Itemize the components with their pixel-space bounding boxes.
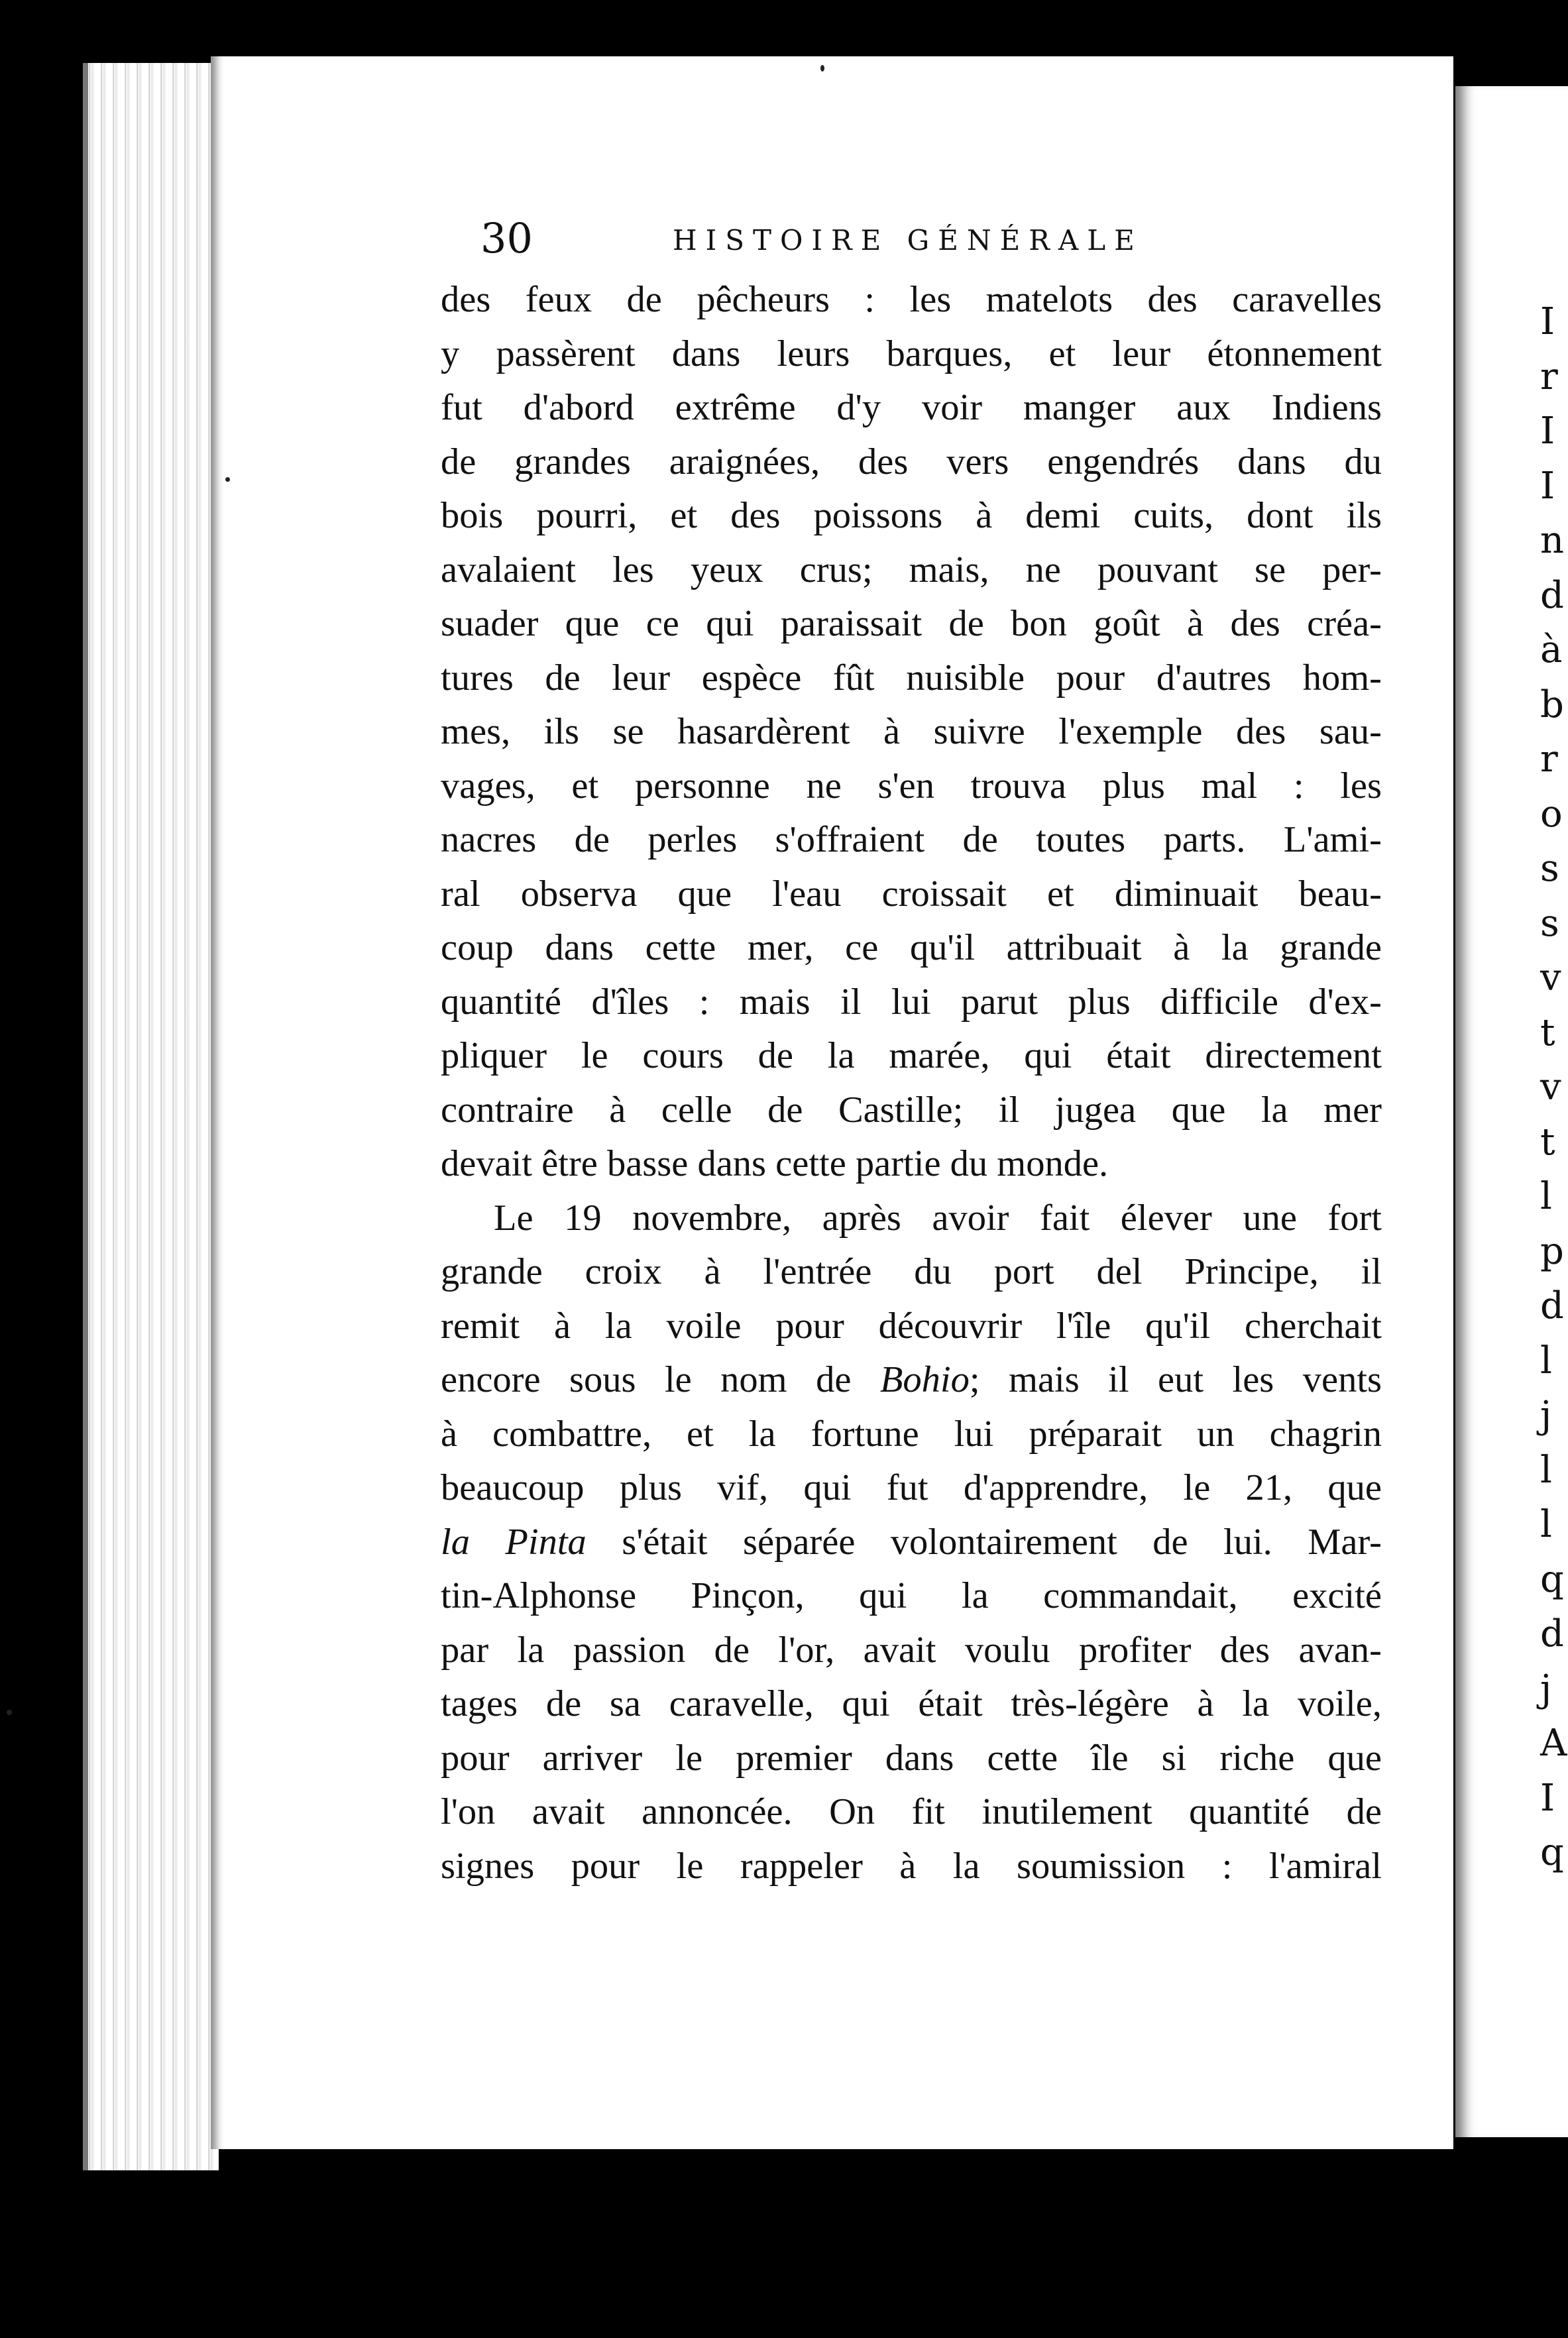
text-line: pour arriver le premier dans cette île si riche que bbox=[441, 1737, 1382, 1779]
facing-page-letter: v bbox=[1540, 1066, 1561, 1109]
text-line: par la passion de l'or, avait voulu profiter des avan- bbox=[441, 1629, 1382, 1671]
text-line: grande croix à l'entrée du port del Principe, il bbox=[441, 1251, 1382, 1292]
facing-page-letter: l bbox=[1540, 1175, 1552, 1218]
italic-ship-name: la Pinta bbox=[441, 1521, 587, 1563]
text-line: tin-Alphonse Pinçon, qui la commandait, excité bbox=[441, 1575, 1382, 1616]
text-line: avalaient les yeux crus; mais, ne pouvant se per- bbox=[441, 549, 1382, 590]
text-line: l'on avait annoncée. On fit inutilement quantité de bbox=[441, 1791, 1382, 1832]
text-line: quantité d'îles : mais il lui parut plus difficile d'ex- bbox=[441, 981, 1382, 1023]
paper-speck bbox=[7, 1710, 12, 1715]
text-line: contraire à celle de Castille; il jugea que la mer bbox=[441, 1089, 1382, 1131]
text-line: nacres de perles s'offraient de toutes parts. L'ami- bbox=[441, 819, 1382, 860]
text-line: bois pourri, et des poissons à demi cuits, dont ils bbox=[441, 495, 1382, 536]
facing-page-letter: d bbox=[1540, 1612, 1564, 1655]
text-line: coup dans cette mer, ce qu'il attribuait à la grande bbox=[441, 927, 1382, 968]
text-line: beaucoup plus vif, qui fut d'apprendre, le 21, que bbox=[441, 1467, 1382, 1508]
facing-page-letter: q bbox=[1540, 1831, 1564, 1874]
paper-speck bbox=[820, 65, 824, 72]
facing-page-letter: v bbox=[1540, 956, 1561, 999]
text-segment: encore sous le nom de bbox=[441, 1359, 852, 1400]
facing-page-letter: I bbox=[1540, 464, 1555, 508]
body-text bbox=[441, 273, 1382, 1893]
text-line bbox=[441, 1516, 1382, 1570]
text-line: des feux de pêcheurs : les matelots des caravelles bbox=[441, 279, 1382, 320]
facing-page-letter: l bbox=[1540, 1339, 1552, 1382]
facing-page-letter: l bbox=[1540, 1448, 1552, 1492]
facing-page-letters bbox=[1540, 295, 1567, 1881]
text-segment: ; mais il eut les vents bbox=[969, 1359, 1382, 1400]
facing-page-letter: j bbox=[1540, 1667, 1552, 1710]
paragraph bbox=[441, 1192, 1382, 1894]
facing-page-letter: q bbox=[1540, 1557, 1564, 1601]
facing-page-letter: n bbox=[1540, 519, 1565, 562]
facing-page-edge bbox=[1455, 86, 1568, 2137]
facing-page-letter: t bbox=[1540, 1011, 1555, 1054]
text-line: pliquer le cours de la marée, qui était directement bbox=[441, 1035, 1382, 1076]
text-line: remit à la voile pour découvrir l'île qu'il cherchait bbox=[441, 1305, 1382, 1347]
facing-page-letter: d bbox=[1540, 573, 1564, 617]
facing-page-letter: o bbox=[1540, 792, 1563, 836]
text-line: tages de sa caravelle, qui était très-légère à la voile, bbox=[441, 1683, 1382, 1724]
paragraph bbox=[441, 273, 1382, 1192]
facing-page-letter: j bbox=[1540, 1394, 1552, 1437]
page-number: 30 bbox=[480, 214, 533, 262]
facing-page-letter: s bbox=[1540, 847, 1559, 890]
text-line bbox=[441, 1353, 1382, 1408]
text-line: suader que ce qui paraissait de bon goût à des créa- bbox=[441, 603, 1382, 644]
facing-page-letter: l bbox=[1540, 1503, 1552, 1546]
facing-page-letter: à bbox=[1540, 628, 1563, 671]
facing-page-letter: I bbox=[1540, 1776, 1555, 1820]
facing-page-letter: p bbox=[1540, 1229, 1564, 1273]
facing-page-letter: s bbox=[1540, 901, 1559, 945]
text-segment: s'était séparée volontairement de lui. Mar- bbox=[622, 1521, 1382, 1563]
text-line: devait être basse dans cette partie du monde. bbox=[441, 1143, 1109, 1184]
facing-page-letter: b bbox=[1540, 683, 1564, 726]
page-header bbox=[480, 215, 1206, 262]
text-line: signes pour le rappeler à la soumission : l'amiral bbox=[441, 1845, 1382, 1887]
text-line: de grandes araignées, des vers engendrés dans du bbox=[441, 441, 1382, 482]
facing-page-letter: I bbox=[1540, 410, 1555, 453]
text-line: y passèrent dans leurs barques, et leur étonnement bbox=[441, 333, 1382, 374]
facing-page-letter: r bbox=[1540, 738, 1558, 781]
facing-page-letter: d bbox=[1540, 1284, 1564, 1327]
text-line: fut d'abord extrême d'y voir manger aux Indiens bbox=[441, 387, 1382, 428]
facing-page-letter: I bbox=[1540, 300, 1555, 343]
book-page-edges bbox=[83, 63, 219, 2170]
text-line: à combattre, et la fortune lui préparait un chagrin bbox=[441, 1413, 1382, 1455]
paper-speck bbox=[225, 477, 230, 482]
running-title: HISTOIRE GÉNÉRALE bbox=[673, 224, 1143, 256]
facing-page-letter: A bbox=[1540, 1722, 1567, 1765]
text-line: tures de leur espèce fût nuisible pour d'autres hom- bbox=[441, 657, 1382, 698]
italic-place-name: Bohio bbox=[879, 1359, 970, 1400]
text-line: mes, ils se hasardèrent à suivre l'exemple des sau- bbox=[441, 711, 1382, 752]
text-line: ral observa que l'eau croissait et diminuait beau- bbox=[441, 873, 1382, 915]
text-line: vages, et personne ne s'en trouva plus mal : les bbox=[441, 765, 1382, 807]
facing-page-letter: r bbox=[1540, 355, 1558, 398]
facing-page-letter: t bbox=[1540, 1120, 1555, 1164]
text-line: Le 19 novembre, après avoir fait élever une fort bbox=[494, 1197, 1382, 1239]
